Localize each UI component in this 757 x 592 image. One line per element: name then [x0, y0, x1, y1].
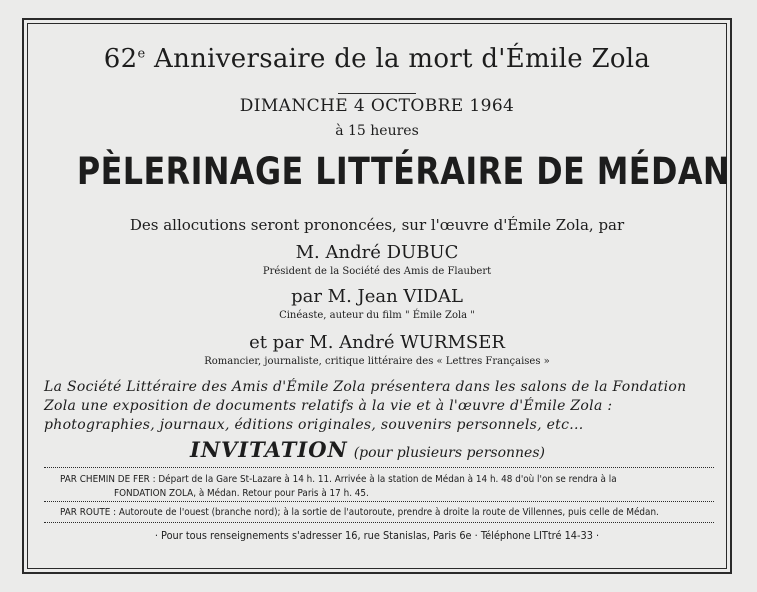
- speaker-caption: Romancier, journaliste, critique littéraire des « Lettres Françaises »: [204, 356, 550, 367]
- paragraph-line: Zola une exposition de documents relatifs à la vie et à l'œuvre d'Émile Zola :: [44, 398, 613, 414]
- rail-directions-continued: FONDATION ZOLA, à Médan. Retour pour Paris à 17 h. 45.: [114, 488, 369, 499]
- invitation-note: (pour plusieurs personnes): [353, 445, 545, 461]
- speaker-caption: Président de la Société des Amis de Flaubert: [262, 266, 492, 277]
- contact-line: · Pour tous renseignements s'adresser 16, rue Stanislas, Paris 6e · Téléphone LITtré 14-33 ·: [154, 530, 600, 542]
- paragraph-line: La Société Littéraire des Amis d'Émile Zola présentera dans les salons de la Fondation: [44, 379, 687, 395]
- exhibition-paragraph: [44, 378, 714, 435]
- anniversary-heading: 62e Anniversaire de la mort d'Émile Zola: [103, 44, 651, 74]
- speeches-intro: Des allocutions seront prononcées, sur l'œuvre d'Émile Zola, par: [129, 216, 625, 234]
- event-date: DIMANCHE 4 OCTOBRE 1964: [239, 96, 515, 116]
- dotted-divider: [44, 522, 714, 523]
- event-time: à 15 heures: [335, 123, 419, 139]
- speaker-name: par M. Jean VIDAL: [291, 286, 463, 307]
- event-title: PÈLERINAGE LITTÉRAIRE DE MÉDAN: [76, 150, 730, 193]
- date-divider: [338, 93, 416, 94]
- dotted-divider: [44, 467, 714, 468]
- speaker-name: et par M. André WURMSER: [249, 332, 505, 353]
- road-directions: PAR ROUTE : Autoroute de l'ouest (branche nord); à la sortie de l'autoroute, prendre à droite la route de Villennes, puis celle de Médan.: [60, 507, 659, 518]
- dotted-divider: [44, 501, 714, 502]
- invitation-word: INVITATION: [190, 437, 348, 462]
- speaker-name: M. André DUBUC: [295, 242, 459, 263]
- speaker-caption: Cinéaste, auteur du film " Émile Zola ": [279, 310, 475, 321]
- paragraph-line: photographies, journaux, éditions originales, souvenirs personnels, etc...: [44, 417, 584, 433]
- invitation-label: [190, 437, 545, 462]
- rail-directions: PAR CHEMIN DE FER : Départ de la Gare St-Lazare à 14 h. 11. Arrivée à la station de Médan à 14 h. 48 d'où l'on se rendra à la: [60, 474, 617, 485]
